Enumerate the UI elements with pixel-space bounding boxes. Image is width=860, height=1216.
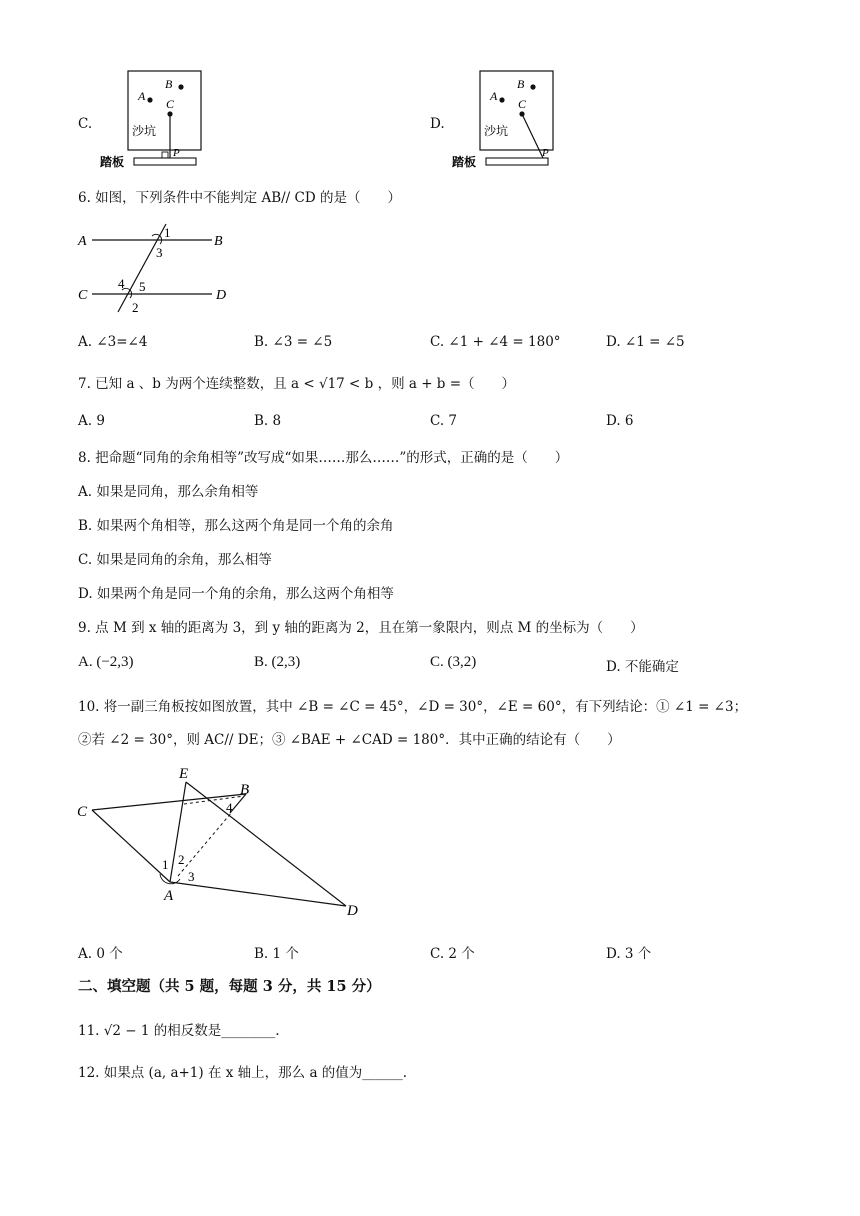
q10-option-a[interactable]: A. 0 个 xyxy=(78,946,123,962)
q6-option-a[interactable]: A. ∠3=∠4 xyxy=(78,334,148,350)
q8-option-a[interactable]: A. 如果是同角，那么余角相等 xyxy=(78,484,259,500)
q6-label-b: B xyxy=(214,234,223,249)
fig-c-label-b: B xyxy=(165,77,173,91)
q10-stem-line2: ②若 ∠2 = 30°，则 AC// DE；③ ∠BAE + ∠CAD = 180°．其中正确的结论有（ ） xyxy=(78,732,621,748)
fig-c-label-c: C xyxy=(166,97,175,111)
fig-d-label-a: A xyxy=(490,89,498,103)
q6-label-c: C xyxy=(78,288,88,303)
fig-d-sandpit-label: 沙坑 xyxy=(484,124,509,138)
q10-stem-line1: 10. 将一副三角板按如图放置，其中 ∠B = ∠C = 45°，∠D = 30°，∠E = 60°，有下列结论：① ∠1 = ∠3； xyxy=(78,699,748,715)
fig-d-label-c: C xyxy=(518,97,527,111)
q5-option-c-label[interactable]: C. xyxy=(78,116,93,132)
q6-figure xyxy=(78,222,248,318)
fig-d-board-label: 踏板 xyxy=(452,155,477,169)
q5-figure-c xyxy=(100,68,220,172)
q10-option-b[interactable]: B. 1 个 xyxy=(254,946,299,962)
q8-option-b[interactable]: B. 如果两个角相等，那么这两个角是同一个角的余角 xyxy=(78,518,394,534)
q11-stem: 11. √2 − 1 的相反数是________. xyxy=(78,1023,280,1039)
q9-option-d[interactable]: D. 不能确定 xyxy=(606,659,679,675)
q6-option-c[interactable]: C. ∠1 + ∠4 = 180° xyxy=(430,334,561,350)
fig-d-label-b: B xyxy=(517,77,525,91)
fig-c-sandpit-label: 沙坑 xyxy=(132,124,157,138)
q6-stem: 6. 如图，下列条件中不能判定 AB// CD 的是（ ） xyxy=(78,190,401,206)
q6-label-a: A xyxy=(78,234,87,249)
q5-figure-d xyxy=(452,68,572,172)
q10-label-c: C xyxy=(77,804,88,820)
q10-label-e: E xyxy=(179,766,189,782)
q6-label-d: D xyxy=(216,288,227,303)
q10-figure xyxy=(74,760,374,922)
q12-stem: 12. 如果点 (a, a+1) 在 x 轴上，那么 a 的值为______. xyxy=(78,1065,408,1081)
q10-option-c[interactable]: C. 2 个 xyxy=(430,946,475,962)
q8-option-d[interactable]: D. 如果两个角是同一个角的余角，那么这两个角相等 xyxy=(78,586,394,602)
q6-angle-2: 2 xyxy=(132,300,139,315)
q10-label-d: D xyxy=(347,903,358,919)
q6-angle-3: 3 xyxy=(156,245,163,260)
fig-c-label-a: A xyxy=(138,89,146,103)
section-2-heading: 二、填空题（共 5 题，每题 3 分，共 15 分） xyxy=(78,978,381,995)
q9-stem: 9. 点 M 到 x 轴的距离为 3，到 y 轴的距离为 2，且在第一象限内，则点 M 的坐标为（ ） xyxy=(78,620,644,636)
q7-option-b[interactable]: B. 8 xyxy=(254,413,282,429)
q8-stem: 8. 把命题“同角的余角相等”改写成“如果……那么……”的形式，正确的是（ ） xyxy=(78,450,569,466)
q10-angle-2: 2 xyxy=(178,852,185,867)
q10-angle-4: 4 xyxy=(226,800,233,815)
q10-option-d[interactable]: D. 3 个 xyxy=(606,946,652,962)
q6-option-d[interactable]: D. ∠1 = ∠5 xyxy=(606,334,685,350)
q5-option-d-label[interactable]: D. xyxy=(430,116,445,132)
fig-d-label-p: P xyxy=(542,147,549,159)
q9-option-c[interactable]: C. (3,2) xyxy=(430,654,477,670)
q6-angle-4: 4 xyxy=(118,276,125,291)
q9-option-a[interactable]: A. (−2,3) xyxy=(78,654,134,670)
q7-option-a[interactable]: A. 9 xyxy=(78,413,105,429)
fig-c-board-label: 踏板 xyxy=(100,155,125,169)
q7-option-d[interactable]: D. 6 xyxy=(606,413,634,429)
q6-angle-5: 5 xyxy=(139,279,146,294)
fig-c-label-p: P xyxy=(173,147,180,159)
q10-label-a: A xyxy=(164,888,174,904)
q9-option-b[interactable]: B. (2,3) xyxy=(254,654,301,670)
q8-option-c[interactable]: C. 如果是同角的余角，那么相等 xyxy=(78,552,272,568)
q10-label-b: B xyxy=(240,782,250,798)
q10-angle-3: 3 xyxy=(188,869,195,884)
q10-angle-1: 1 xyxy=(162,857,169,872)
q7-stem: 7. 已知 a 、b 为两个连续整数，且 a < √17 < b ，则 a + b =（ ） xyxy=(78,376,516,392)
q6-option-b[interactable]: B. ∠3 = ∠5 xyxy=(254,334,333,350)
q7-option-c[interactable]: C. 7 xyxy=(430,413,458,429)
q6-angle-1: 1 xyxy=(164,225,171,240)
